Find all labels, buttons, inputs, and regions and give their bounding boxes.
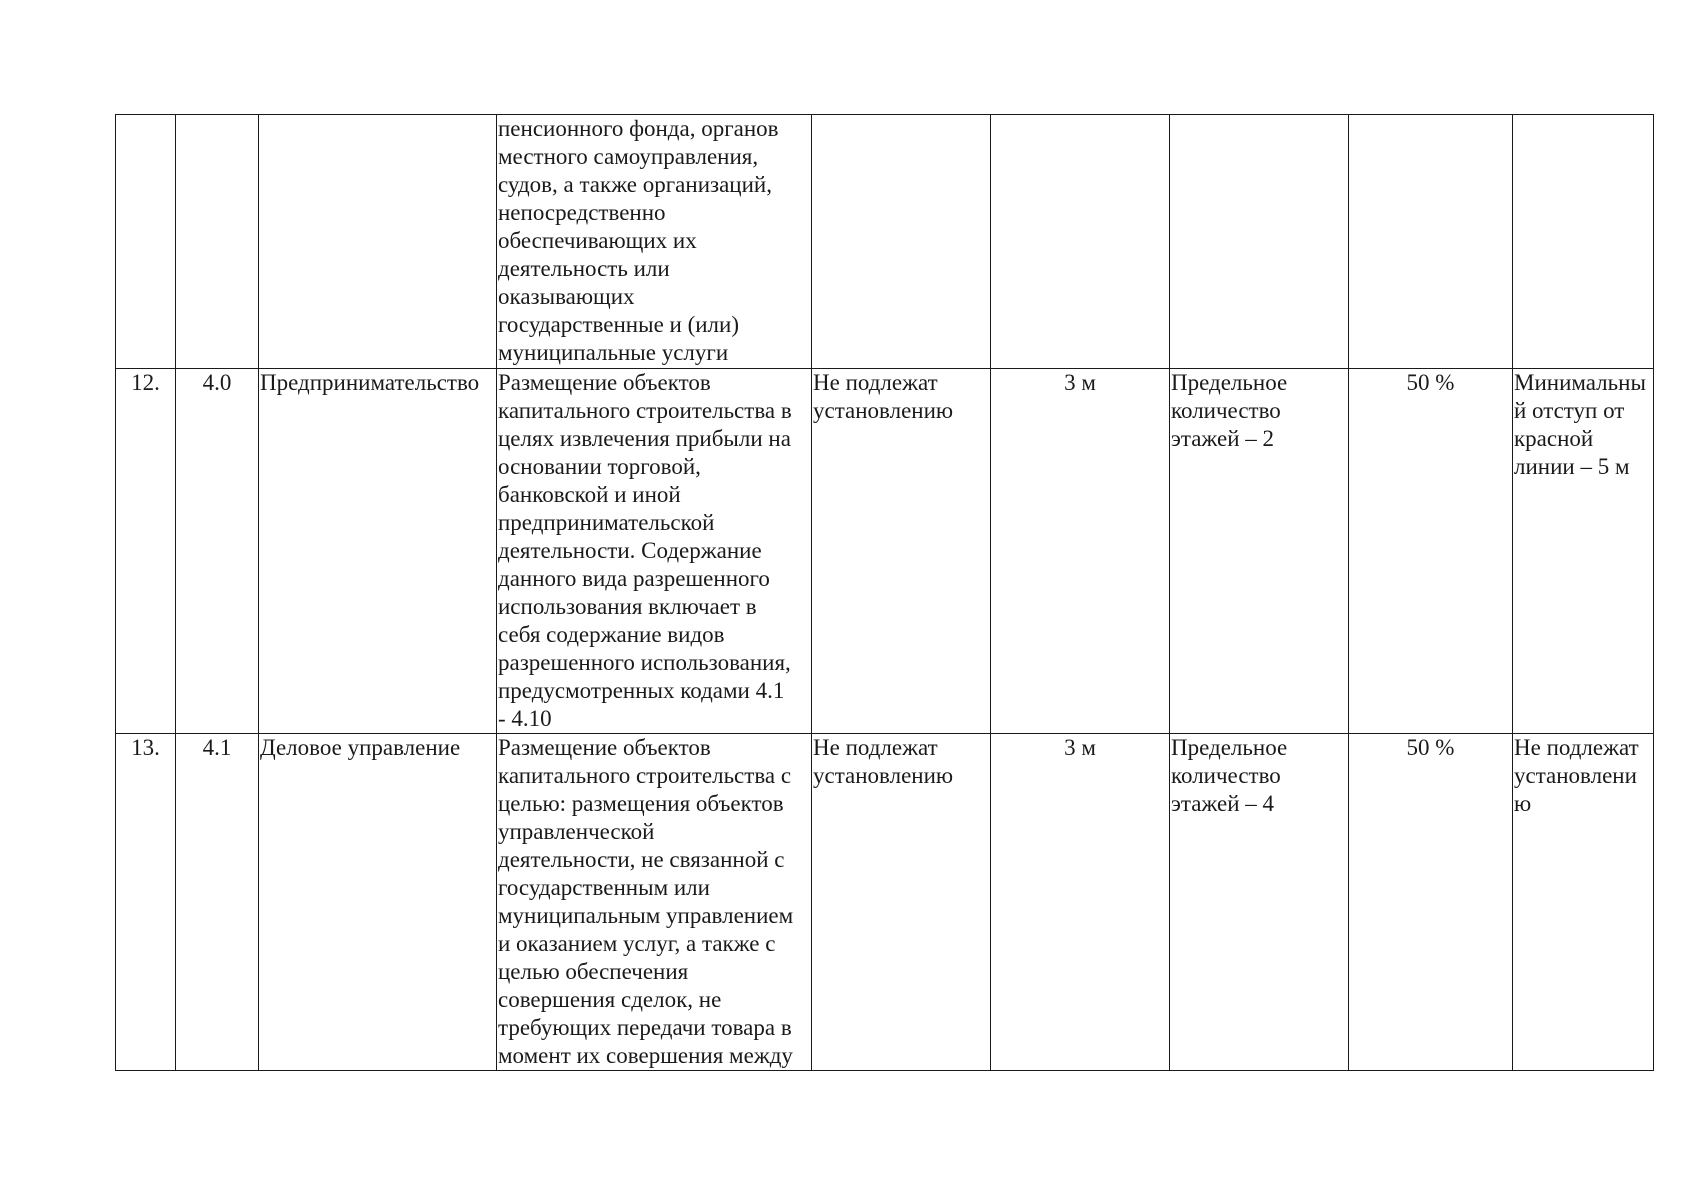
coverage-cell: 50 % [1349, 369, 1513, 734]
row-number-cell: 12. [116, 369, 176, 734]
use-description-cell: Размещение объектов капитального строительства в целях извлечения прибыли на основании торговой, банковской и иной предпринимательской деятельности. Содержание данного вида разрешенного использования включает в себя содержание видов разрешенного использования, предусмотренных кодами 4.1 - 4.10 [497, 369, 812, 734]
min-area-cell: Не подлежат установлению [812, 369, 991, 734]
other-params-cell [1513, 115, 1654, 369]
min-area-cell: Не подлежат установлению [812, 734, 991, 1071]
regulations-table [115, 114, 1654, 1071]
setback-cell [991, 115, 1170, 369]
use-description-cell: пенсионного фонда, органов местного самоуправления, судов, а также организаций, непосредственно обеспечивающих их деятельность или оказывающих государственные и (или) муниципальные услуги [497, 115, 812, 369]
coverage-cell [1349, 115, 1513, 369]
use-code-cell: 4.0 [176, 369, 259, 734]
use-description-cell: Размещение объектов капитального строительства с целью: размещения объектов управленческой деятельности, не связанной с государственным или муниципальным управлением и оказанием услуг, а также с целью обеспечения совершения сделок, не требующих передачи товара в момент их совершения между [497, 734, 812, 1071]
table-row [116, 115, 1654, 369]
other-params-cell: Не подлежат установлени ю [1513, 734, 1654, 1071]
row-number-cell [116, 115, 176, 369]
use-name-cell: Деловое управление [259, 734, 497, 1071]
use-name-cell: Предпринимательство [259, 369, 497, 734]
table-row [116, 369, 1654, 734]
use-code-cell [176, 115, 259, 369]
setback-cell: 3 м [991, 369, 1170, 734]
floors-cell: Предельное количество этажей – 4 [1170, 734, 1349, 1071]
use-name-cell [259, 115, 497, 369]
coverage-cell: 50 % [1349, 734, 1513, 1071]
floors-cell [1170, 115, 1349, 369]
table-row [116, 734, 1654, 1071]
floors-cell: Предельное количество этажей – 2 [1170, 369, 1349, 734]
use-code-cell: 4.1 [176, 734, 259, 1071]
min-area-cell [812, 115, 991, 369]
setback-cell: 3 м [991, 734, 1170, 1071]
other-params-cell: Минимальны й отступ от красной линии – 5 м [1513, 369, 1654, 734]
row-number-cell: 13. [116, 734, 176, 1071]
